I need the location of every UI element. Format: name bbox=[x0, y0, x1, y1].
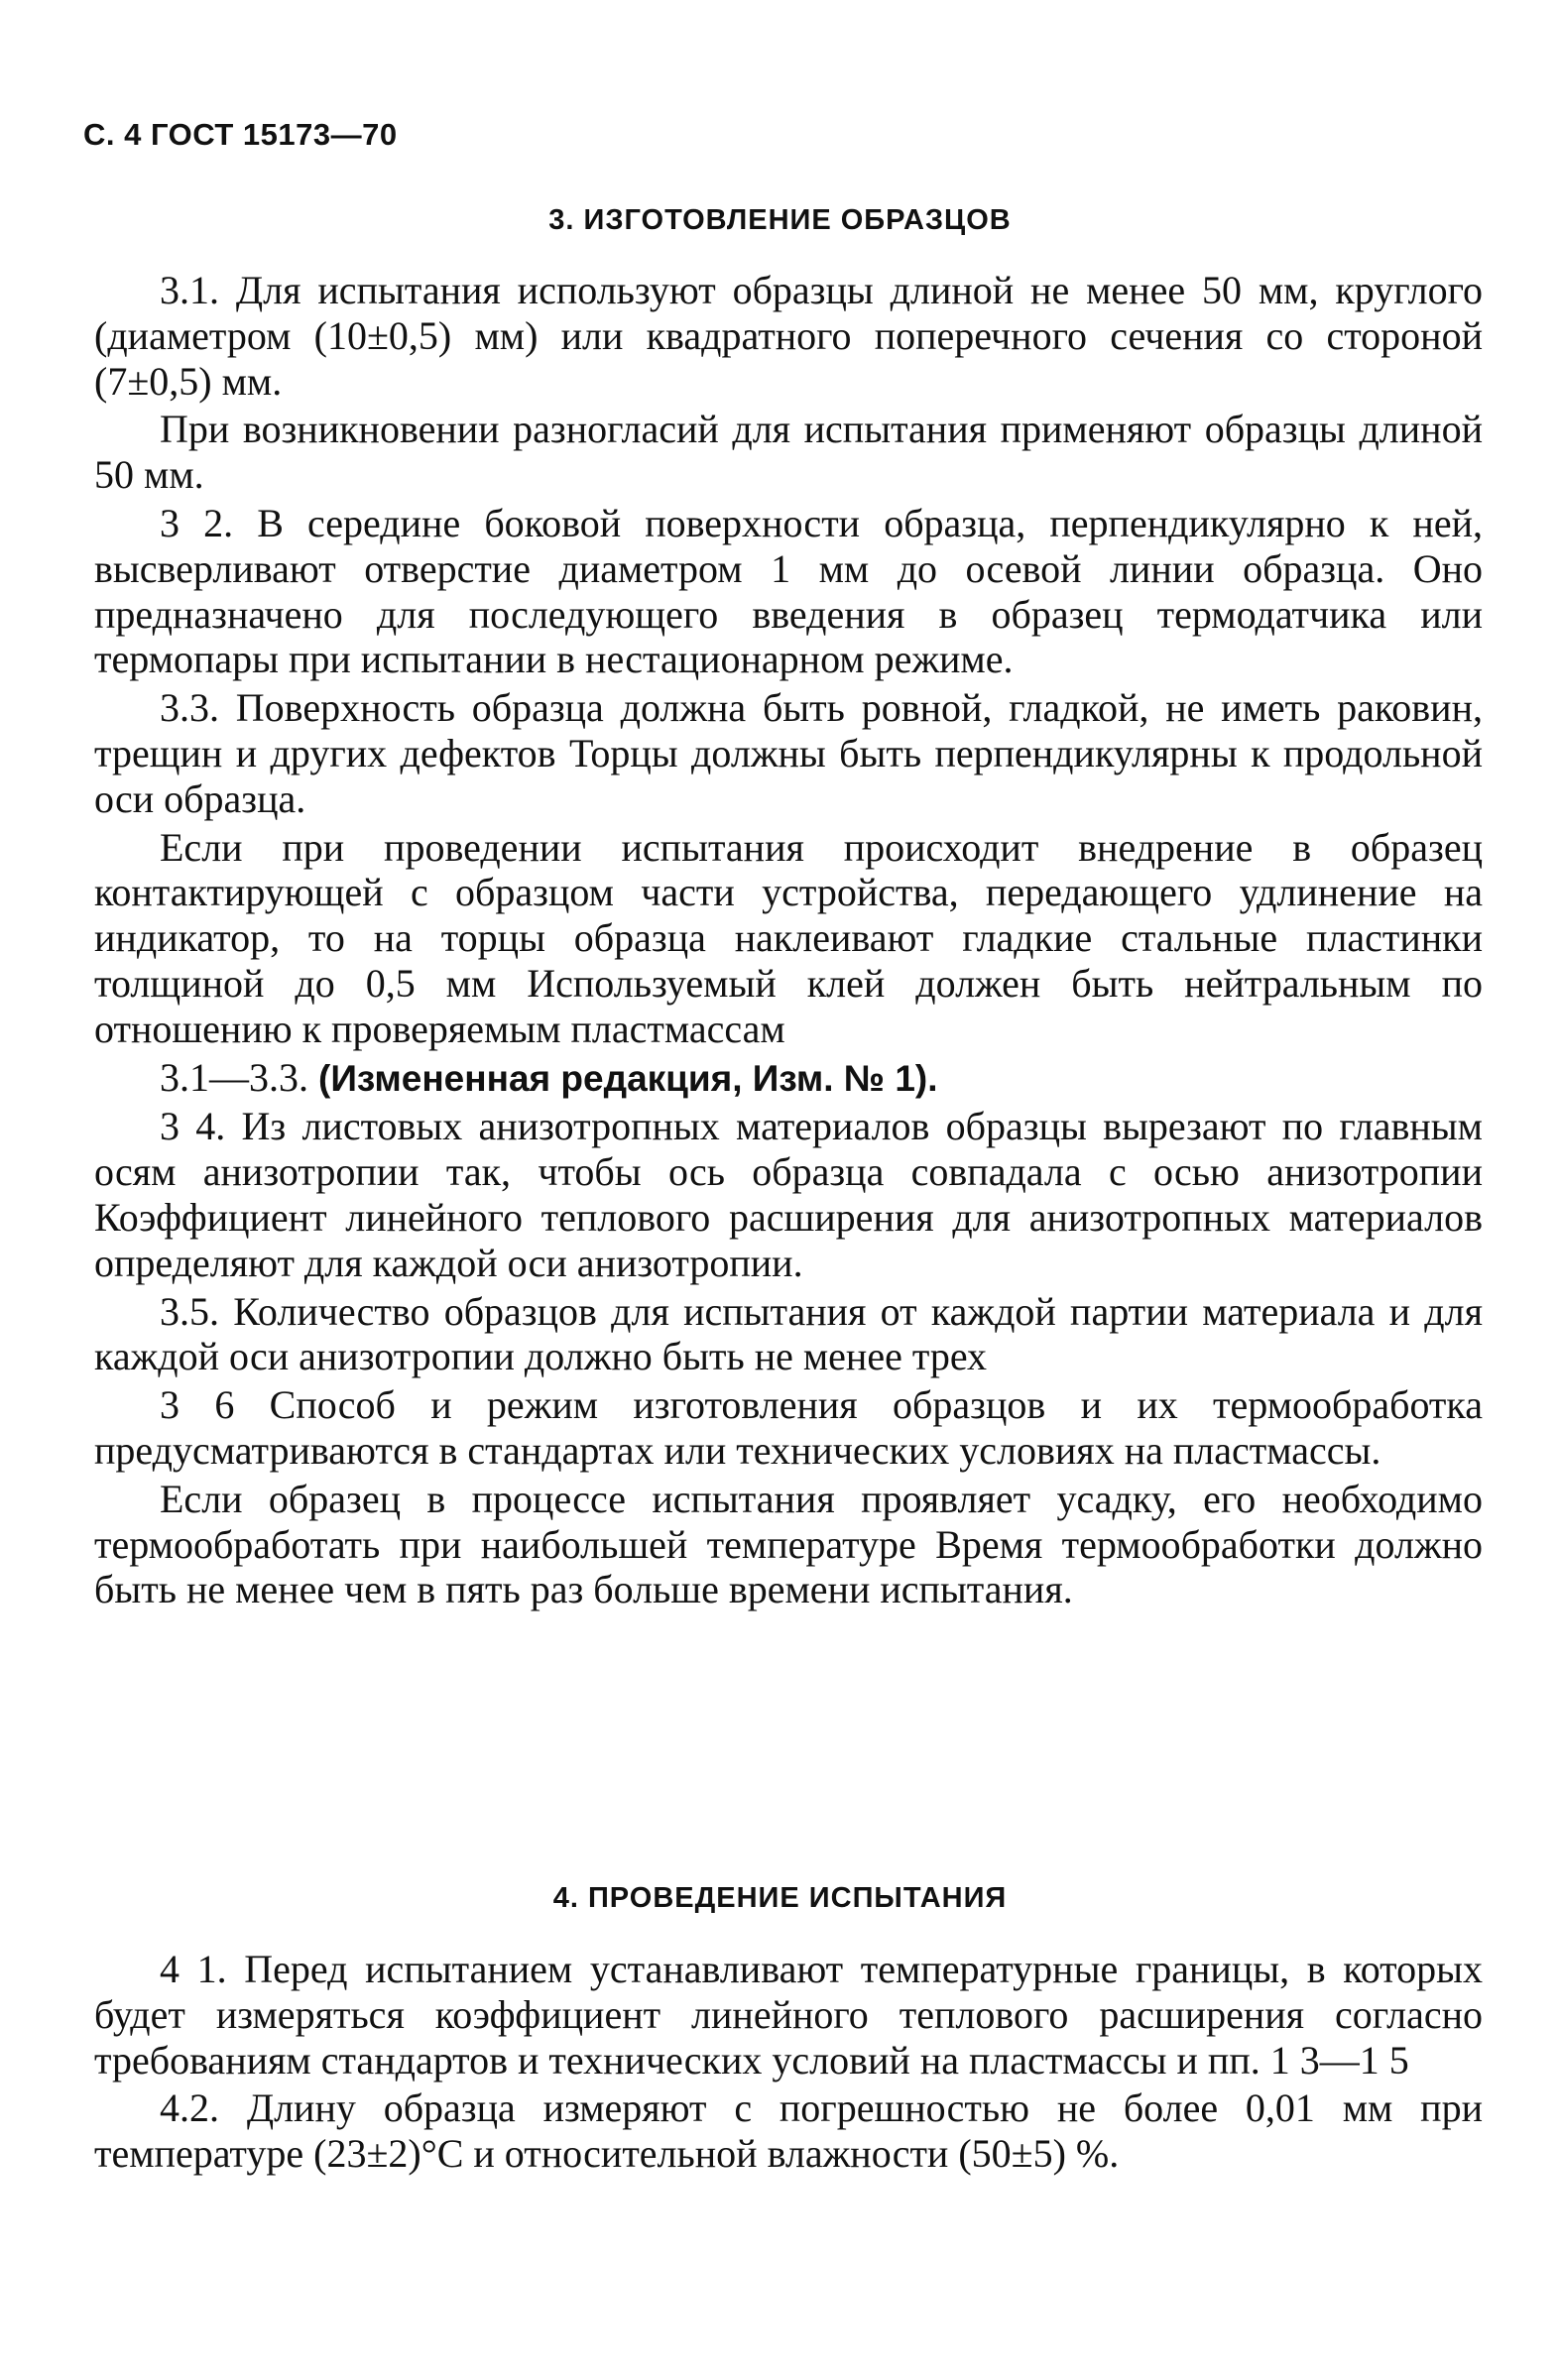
section-3-title: 3. ИЗГОТОВЛЕНИЕ ОБРАЗЦОВ bbox=[548, 204, 1012, 236]
amendment-note bbox=[94, 1055, 1483, 1102]
amendment-text: (Измененная редакция, Изм. № 1). bbox=[318, 1057, 938, 1099]
paragraph-4-2: 4.2. Длину образца измеряют с погрешностью не более 0,01 мм при температуре (23±2)°С и относительной влажности (50±5) %. bbox=[94, 2085, 1483, 2177]
amendment-range: 3.1—3.3. bbox=[160, 1054, 308, 1100]
paragraph-3-4: 3 4. Из листовых анизотропных материалов образцы вырезают по главным осям анизотропии так, чтобы ось образца совпадала с осью анизотропии Коэффициент линейного теплового расширения для анизотропных материалов определяют для каждой оси анизотропии. bbox=[94, 1104, 1483, 1285]
paragraph-4-1: 4 1. Перед испытанием устанавливают температурные границы, в которых будет измеряться коэффициент линейного теплового расширения согласно требованиям стандартов и технических условий на пластмассы и пп. 1 3—1 5 bbox=[94, 1947, 1483, 2082]
paragraph-3-2: 3 2. В середине боковой поверхности образца, перпендикулярно к ней, высверливают отверстие диаметром 1 мм до осевой линии образца. Оно предназначено для последующего введения в образец термодатчика или термопары при испытании в нестационарном режиме. bbox=[94, 500, 1483, 682]
section-4-title: 4. ПРОВЕДЕНИЕ ИСПЫТАНИЯ bbox=[552, 1882, 1008, 1914]
paragraph-3-6-note: Если образец в процессе испытания проявляет усадку, его необходимо термообработать при наибольшей температуре Время термообработки должно быть не менее чем в пять раз больше времени испытания. bbox=[94, 1476, 1483, 1612]
paragraph-3-3: 3.3. Поверхность образца должна быть ровной, гладкой, не иметь раковин, трещин и других дефектов Торцы должны быть перпендикулярны к продольной оси образца. bbox=[94, 685, 1483, 821]
paragraph-3-5: 3.5. Количество образцов для испытания от каждой партии материала и для каждой оси анизотропии должно быть не менее трех bbox=[94, 1288, 1483, 1379]
paragraph-3-3-note: Если при проведении испытания происходит внедрение в образец контактирующей с образцом части устройства, передающего удлинение на индикатор, то на торцы образца наклеивают гладкие стальные пластинки толщиной до 0,5 мм Используемый клей должен быть нейтральным по отношению к проверяемым пластмассам bbox=[94, 824, 1483, 1051]
paragraph-3-6: 3 6 Способ и режим изготовления образцов и их термообработка предусматриваются в стандартах или технических условиях на пластмассы. bbox=[94, 1382, 1483, 1473]
section-3-body bbox=[94, 268, 1483, 1612]
running-header: С. 4 ГОСТ 15173—70 bbox=[83, 117, 398, 152]
paragraph-3-1: 3.1. Для испытания используют образцы длиной не менее 50 мм, круглого (диаметром (10±0,5) мм) или квадратного поперечного сечения со стороной (7±0,5) мм. bbox=[94, 268, 1483, 404]
paragraph-3-1-note: При возникновении разногласий для испытания применяют образцы длиной 50 мм. bbox=[94, 407, 1483, 498]
section-4-body bbox=[94, 1947, 1483, 2177]
